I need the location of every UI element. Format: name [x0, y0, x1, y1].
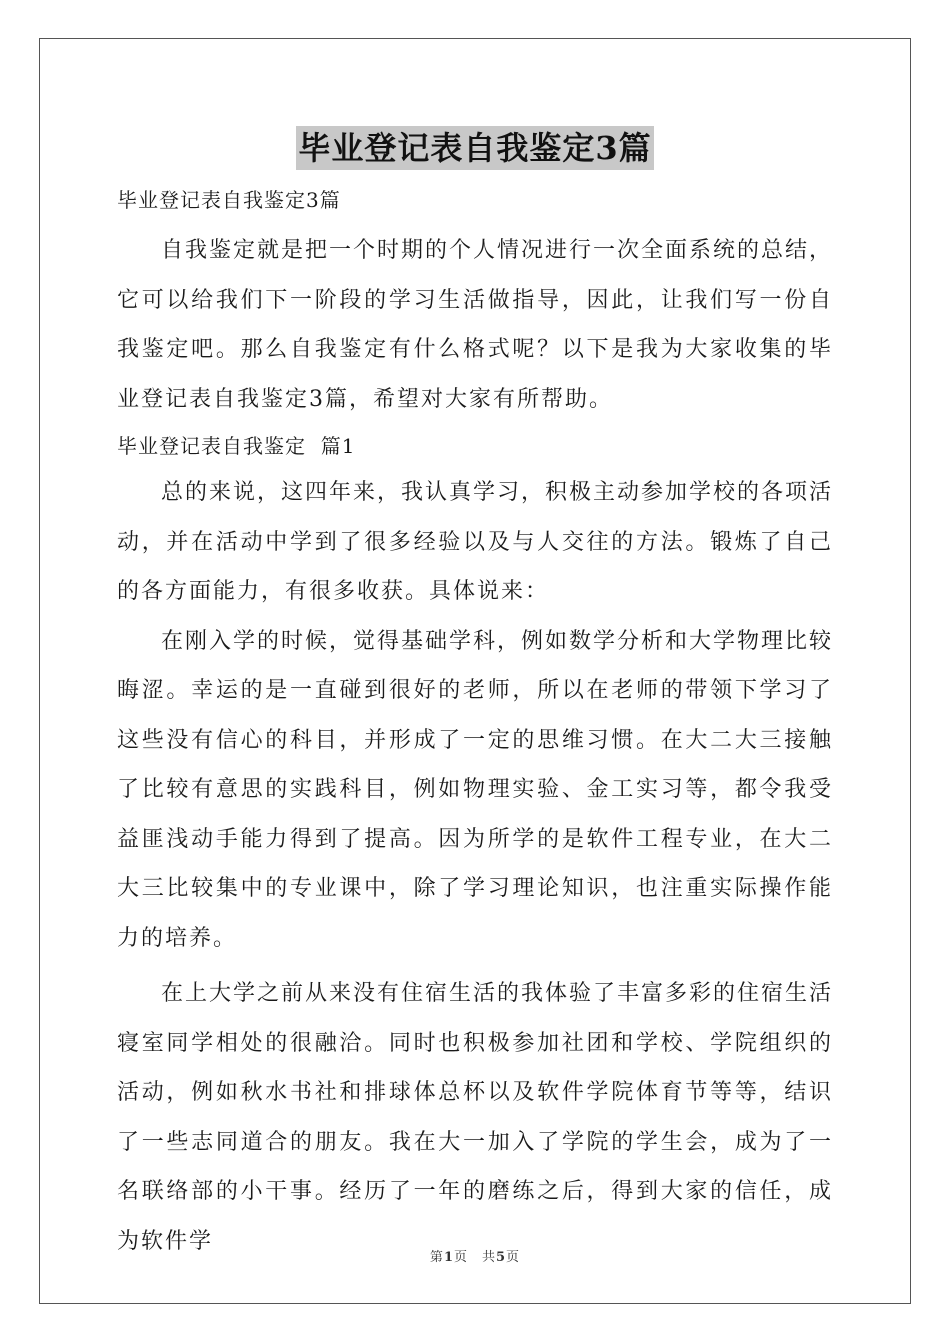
footer-page-mid: 页 共	[453, 1250, 496, 1265]
section-heading: 毕业登记表自我鉴定 篇1	[117, 434, 356, 458]
document-subtitle: 毕业登记表自我鉴定3篇	[117, 188, 341, 212]
document-body	[117, 178, 833, 1266]
body-paragraph: 总的来说，这四年来，我认真学习，积极主动参加学校的各项活动，并在活动中学到了很多经验以及与人交往的方法。锻炼了自己的各方面能力，有很多收获。具体说来：	[117, 480, 834, 604]
body-paragraph: 在上大学之前从来没有住宿生活的我体验了丰富多彩的住宿生活寝室同学相处的很融洽。同时也积极参加社团和学校、学院组织的活动，例如秋水书社和排球体总杯以及软件学院体育节等等，结识了一些志同道合的朋友。我在大一加入了学院的学生会，成为了一名联络部的小干事。经历了一年的磨练之后，得到大家的信任，成为软件学	[117, 981, 834, 1254]
footer-page-total: 5	[496, 1250, 507, 1265]
footer-page-prefix: 第	[429, 1250, 444, 1265]
body-paragraph: 在刚入学的时候，觉得基础学科，例如数学分析和大学物理比较晦涩。幸运的是一直碰到很好的老师，所以在老师的带领下学习了这些没有信心的科目，并形成了一定的思维习惯。在大二大三接触了比较有意思的实践科目，例如物理实验、金工实习等，都令我受益匪浅动手能力得到了提高。因为所学的是软件工程专业，在大二大三比较集中的专业课中，除了学习理论知识，也注重实际操作能力的培养。	[117, 628, 834, 951]
page-footer	[0, 1246, 950, 1265]
title-container	[0, 126, 950, 170]
document-title: 毕业登记表自我鉴定3篇	[296, 126, 653, 170]
intro-paragraph: 自我鉴定就是把一个时期的个人情况进行一次全面系统的总结，它可以给我们下一阶段的学习生活做指导，因此，让我们写一份自我鉴定吧。那么自我鉴定有什么格式呢？以下是我为大家收集的毕业登记表自我鉴定3篇，希望对大家有所帮助。	[117, 238, 834, 412]
footer-page-suffix: 页	[506, 1250, 521, 1265]
footer-page-current: 1	[443, 1250, 454, 1265]
